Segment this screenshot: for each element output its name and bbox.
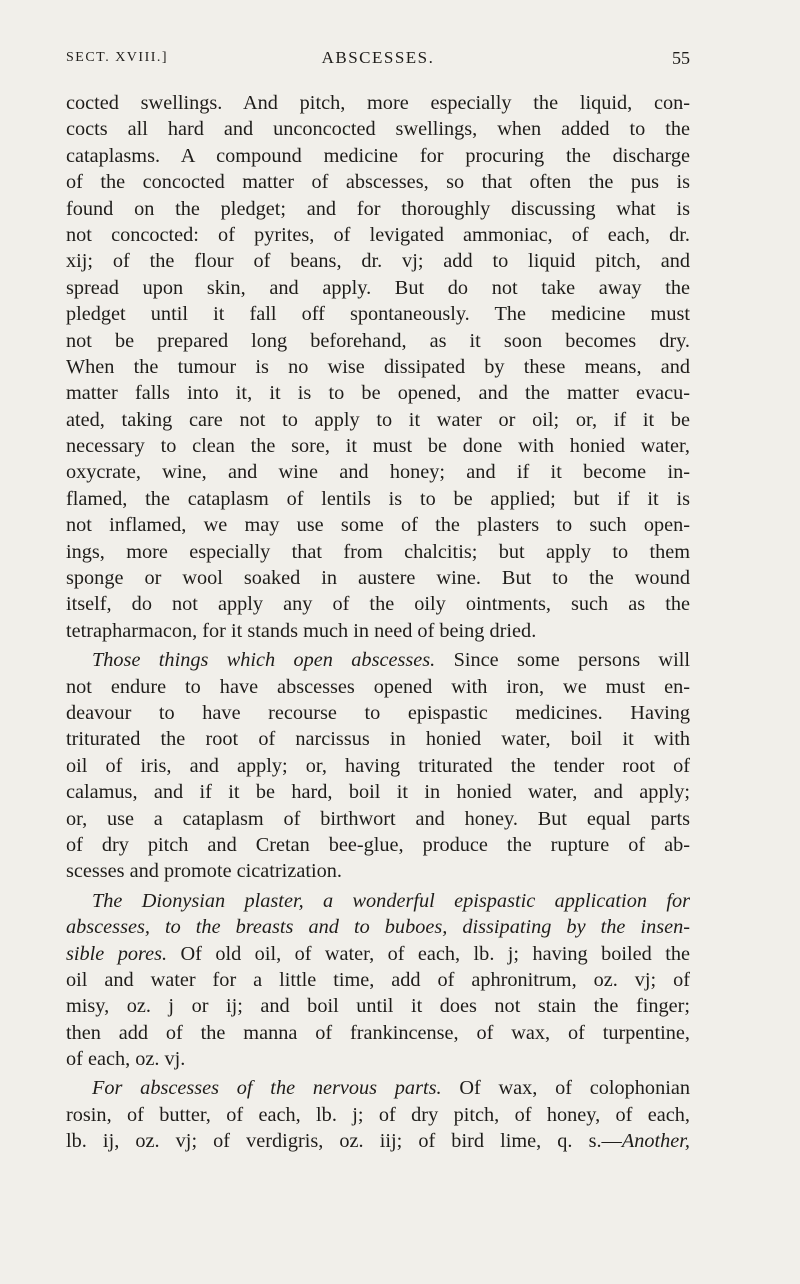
line-text: not be prepared long beforehand, as it soon becomes dry.	[66, 329, 690, 352]
line-text: calamus, and if it be hard, boil it in honied water, and apply;	[66, 781, 690, 804]
text-line	[66, 380, 690, 406]
line-text: found on the pledget; and for thoroughly discussing what is	[66, 197, 690, 220]
text-line	[66, 914, 690, 940]
line-text: cocts all hard and unconcocted swellings, when added to the	[66, 118, 690, 141]
line-text: scesses and promote cicatrization.	[66, 860, 342, 883]
italic-word: Another,	[621, 1130, 690, 1153]
text-line	[66, 328, 690, 354]
text-line	[66, 1046, 690, 1072]
italic-heading: abscesses, to the breasts and to buboes, dissipating by the insen-	[66, 916, 690, 939]
section-label: SECT. XVIII.]	[66, 50, 169, 65]
italic-heading: For abscesses of the nervous parts.	[92, 1077, 442, 1100]
text-line	[66, 591, 690, 617]
line-text: misy, oz. j or ij; and boil until it does not stain the finger;	[66, 995, 690, 1018]
line-text: When the tumour is no wise dissipated by these means, and	[66, 355, 690, 378]
text-line	[66, 888, 690, 914]
text-line	[66, 726, 690, 752]
text-line	[66, 407, 690, 433]
line-text: necessary to clean the sore, it must be done with honied water,	[66, 435, 690, 458]
italic-heading: The Dionysian plaster, a wonderful epispastic application for	[92, 889, 690, 912]
line-text: lb. ij, oz. vj; of verdigris, oz. iij; of bird lime, q. s.—	[66, 1130, 622, 1153]
line-text: cataplasms. A compound medicine for procuring the discharge	[66, 144, 690, 167]
text-line	[66, 459, 690, 485]
line-text: of each, oz. vj.	[66, 1048, 186, 1071]
line-text: not endure to have abscesses opened with iron, we must en-	[66, 675, 690, 698]
italic-heading: sible pores.	[66, 942, 168, 965]
text-line	[66, 1102, 690, 1128]
text-line	[66, 169, 690, 195]
text-line	[66, 1020, 690, 1046]
text-line	[66, 565, 690, 591]
text-line	[66, 941, 690, 967]
text-line	[66, 512, 690, 538]
text-line	[66, 143, 690, 169]
text-line	[66, 301, 690, 327]
text-line	[66, 753, 690, 779]
line-text: Of wax, of colophonian	[441, 1077, 690, 1100]
line-text: not inflamed, we may use some of the plasters to such open-	[66, 514, 690, 537]
text-line	[66, 222, 690, 248]
line-text: Since some persons will	[435, 649, 690, 672]
line-text: xij; of the flour of beans, dr. vj; add to liquid pitch, and	[66, 250, 690, 273]
line-text: not concocted: of pyrites, of levigated ammoniac, of each, dr.	[66, 223, 690, 246]
line-text: pledget until it fall off spontaneously. The medicine must	[66, 303, 690, 326]
text-line	[66, 248, 690, 274]
text-line	[66, 967, 690, 993]
text-line	[66, 196, 690, 222]
text-line	[66, 858, 690, 884]
line-text: spread upon skin, and apply. But do not take away the	[66, 276, 690, 299]
text-line	[66, 354, 690, 380]
text-line	[66, 116, 690, 142]
text-line	[66, 700, 690, 726]
line-text: then add of the manna of frankincense, of wax, of turpentine,	[66, 1021, 690, 1044]
text-line	[66, 1128, 690, 1154]
line-text: tetrapharmacon, for it stands much in need of being dried.	[66, 619, 537, 642]
line-text: deavour to have recourse to epispastic medicines. Having	[66, 701, 690, 724]
text-line	[66, 275, 690, 301]
text-line	[66, 806, 690, 832]
line-text: triturated the root of narcissus in honied water, boil it with	[66, 728, 690, 751]
line-text: sponge or wool soaked in austere wine. But to the wound	[66, 567, 690, 590]
text-line	[66, 618, 690, 644]
page-title: ABSCESSES.	[321, 48, 435, 67]
line-text: itself, do not apply any of the oily ointments, such as the	[66, 593, 690, 616]
text-line	[66, 433, 690, 459]
line-text: oxycrate, wine, and wine and honey; and if it become in-	[66, 461, 690, 484]
line-text: cocted swellings. And pitch, more especially the liquid, con-	[66, 92, 690, 114]
line-text: Of old oil, of water, of each, lb. j; having boiled the	[167, 942, 690, 965]
text-line	[66, 1075, 690, 1101]
text-line	[66, 539, 690, 565]
line-text: rosin, of butter, of each, lb. j; of dry pitch, of honey, of each,	[66, 1103, 690, 1126]
text-line	[66, 832, 690, 858]
italic-heading: Those things which open abscesses.	[92, 649, 436, 672]
text-line	[66, 779, 690, 805]
line-text: ings, more especially that from chalcitis; but apply to them	[66, 540, 690, 563]
line-text: of dry pitch and Cretan bee-glue, produce the rupture of ab-	[66, 833, 690, 856]
running-header	[66, 48, 690, 72]
line-text: oil and water for a little time, add of aphronitrum, oz. vj; of	[66, 968, 690, 991]
line-text: flamed, the cataplasm of lentils is to be applied; but if it is	[66, 487, 690, 510]
body-text	[66, 90, 690, 1155]
line-text: of the concocted matter of abscesses, so that often the pus is	[66, 171, 690, 194]
line-text: oil of iris, and apply; or, having triturated the tender root of	[66, 754, 690, 777]
text-line	[66, 993, 690, 1019]
line-text: ated, taking care not to apply to it water or oil; or, if it be	[66, 408, 690, 431]
text-line	[66, 90, 690, 116]
text-line	[66, 486, 690, 512]
text-line	[66, 674, 690, 700]
text-line	[66, 647, 690, 673]
page-number: 55	[672, 48, 690, 68]
line-text: or, use a cataplasm of birthwort and honey. But equal parts	[66, 807, 690, 830]
line-text: matter falls into it, it is to be opened, and the matter evacu-	[66, 382, 690, 405]
